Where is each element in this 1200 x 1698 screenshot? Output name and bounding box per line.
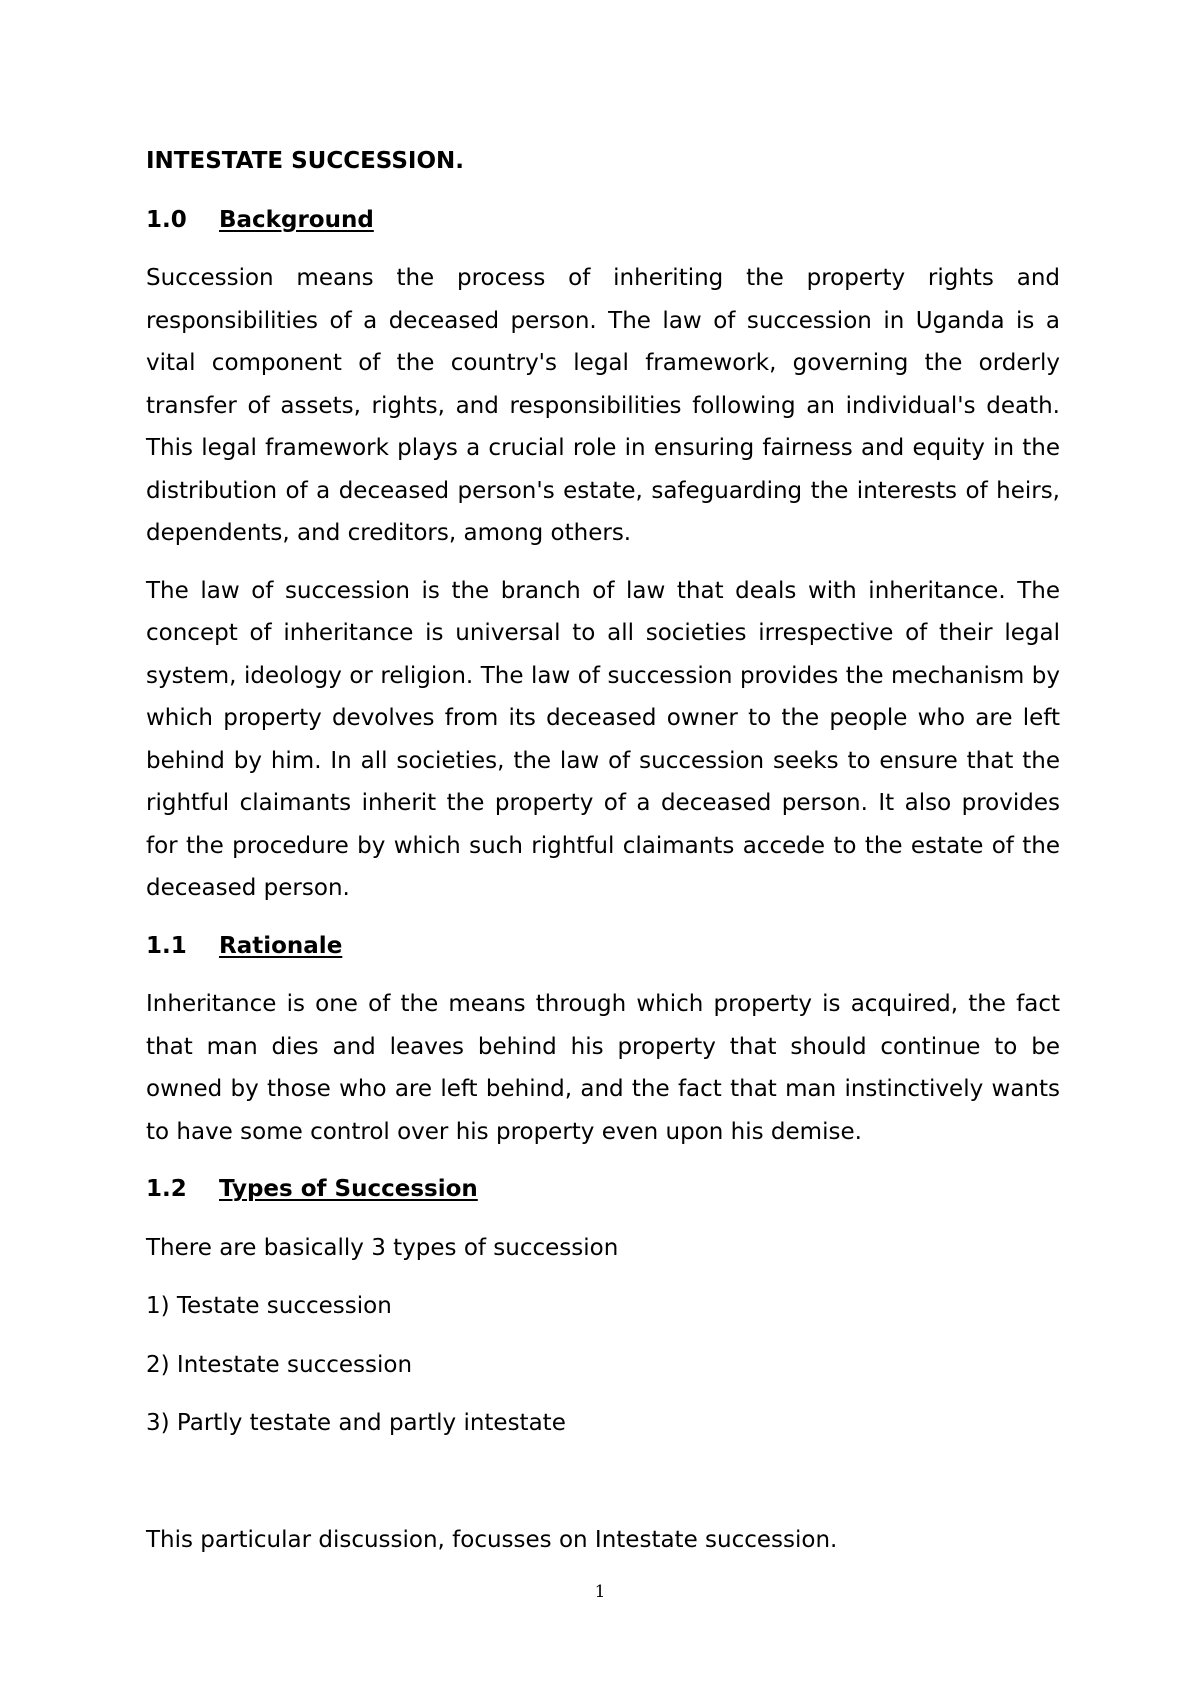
section-heading-types-of-succession: [146, 1168, 1060, 1211]
paragraph: The law of succession is the branch of law that deals with inheritance. The concept of inheritance is universal to all societies irrespective of their legal system, ideology or religion. The law of succession provides the mechanism by which property devolves from its deceased owner to the people who are left behind by him. In all societies, the law of succession seeks to ensure that the rightful claimants inherit the property of a deceased person. It also provides for the procedure by which such rightful claimants accede to the estate of the deceased person.: [146, 577, 1060, 901]
page-content: [146, 140, 1060, 1577]
list-item: 3) Partly testate and partly intestate: [146, 1410, 566, 1436]
section-title: Rationale: [219, 932, 343, 959]
section-number: 1.2: [146, 1176, 187, 1202]
section-heading-rationale: [146, 925, 1060, 968]
section-title: Types of Succession: [219, 1176, 478, 1202]
closing-sentence: This particular discussion, focusses on Intestate succession.: [146, 1526, 838, 1553]
list-item: 2) Intestate succession: [146, 1351, 413, 1378]
succession-types-list: [146, 1285, 1060, 1445]
document-title: INTESTATE SUCCESSION.: [146, 148, 465, 174]
section-title: Background: [219, 206, 374, 233]
paragraph: Inheritance is one of the means through which property is acquired, the fact that man dies and leaves behind his property that should continue to be owned by those who are left behind, and the fact that man instinctively wants to have some control over his property even upon his demise.: [146, 991, 1060, 1145]
list-item: 1) Testate succession: [146, 1293, 392, 1319]
page-number: 1: [594, 1582, 606, 1602]
list-intro: There are basically 3 types of succession: [146, 1234, 619, 1261]
section-heading-background: [146, 199, 1060, 242]
section-number: 1.1: [146, 932, 187, 959]
paragraph: Succession means the process of inheriting the property rights and responsibilities of a deceased person. The law of succession in Uganda is a vital component of the country's legal framework, governing the orderly transfer of assets, rights, and responsibilities following an individual's death. This legal framework plays a crucial role in ensuring fairness and equity in the distribution of a deceased person's estate, safeguarding the interests of heirs, dependents, and creditors, among others.: [146, 265, 1060, 546]
spacer: [146, 1461, 1060, 1519]
section-number: 1.0: [146, 206, 187, 233]
